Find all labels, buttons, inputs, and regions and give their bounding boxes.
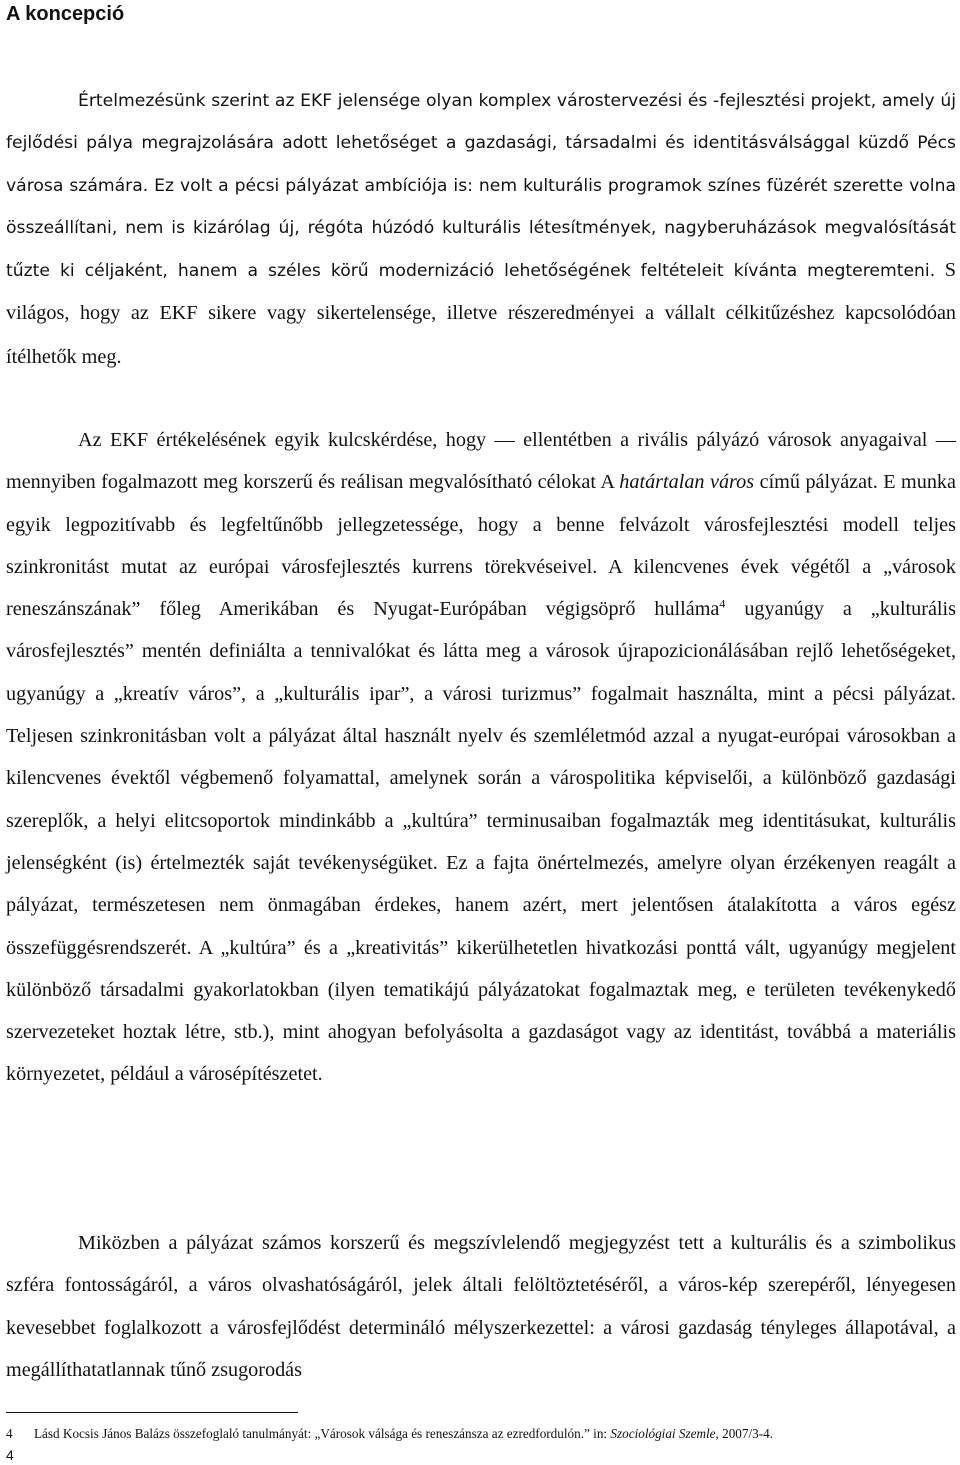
paragraph-2-text: [6, 419, 956, 1096]
paragraph-3-text: Miközben a pályázat számos korszerű és megszívlelendő megjegyzést tett a kulturális és a szimbolikus szféra fontosságáról, a város olvashatóságáról, jelek általi felöltöztetéséről, a város-kép szerepéről, lényegesen kevesebbet foglalkozott a városfejlődést determináló mélyszerkezettel: a városi gazdaság tényleges állapotával, a megállíthatatlannak tűnő zsugorodás: [6, 1232, 956, 1381]
paragraph-2-part-3: ugyanúgy a „kulturális városfejlesztés” mentén definiálta a tennivalókat és látta meg a városok újrapozicionálásában rejlő lehetőségeket, ugyanúgy a „kreatív város”, a „kulturális ipar”, a városi turizmus” fogalmait használta, mint a pécsi pályázat. Teljesen szinkronitásban volt a pályázat által használt nyelv és szemléletmód azzal a nyugat-európai városokban a kilencvenes évektől végbemenő folyamattal, amelynek során a várospolitika képviselői, a különböző gazdasági szereplők, a helyi elitcsoportok mindinkább a „kultúra” terminusaiban fogalmazták meg identitásukat, kulturális jelenségként (is) értelmezték saját tevékenységüket. Ez a fajta önértelmezés, amelyre olyan érzékenyen reagált a pályázat, természetesen nem önmagában érdekes, hanem azért, mert jelentősen átalakította a város egész összefüggésrendszerét. A „kultúra” és a „kreativitás” kikerülhetetlen hivatkozási ponttá vált, ugyanúgy megjelent különböző társadalmi gyakorlatokban (ilyen tematikájú pályázatokat fogalmaztak meg, e területen tevékenykedő szervezeteket hoztak létre, stb.), mint ahogyan befolyásolta a gazdaságot vagy az identitást, továbbá a materiális környezetet, például a városépítészetet.: [6, 598, 957, 1086]
paragraph-2-part-2: című pályázat. E munka egyik legpozitívabb és legfeltűnőbb jellegzetessége, hogy a benne felvázolt városfejlesztési modell teljes szinkronitást mutat az európai városfejlesztés kurrens törekvéseivel. A kilencvenes évek végétől a „városok reneszánszának” főleg Amerikában és Nyugat-Európában végigsöprő hulláma: [6, 471, 956, 621]
footnote-separator: [6, 1412, 298, 1413]
footnote: [6, 1425, 956, 1443]
footnote-reference: 4: [719, 596, 726, 611]
pályázat-title: határtalan város: [619, 471, 755, 494]
footnote-text-part-1: Lásd Kocsis János Balázs összefoglaló tanulmányát: „Városok válsága és reneszánsza az ezredfordulón.” in:: [34, 1426, 611, 1441]
section-heading: A koncepció: [6, 3, 125, 25]
paragraph-2: [6, 419, 956, 1096]
paragraph-2-part-1: Az EKF értékelésének egyik kulcskérdése, hogy ― ellentétben a rivális pályázó városok anyagaival ― mennyiben fogalmazott meg korszerű és reálisan megvalósítható célokat A: [6, 429, 956, 494]
footnote-journal: Szociológiai Szemle,: [610, 1426, 719, 1441]
paragraph-1: [6, 80, 956, 379]
footnote-number: 4: [6, 1426, 13, 1441]
paragraph-1-part-1: Értelmezésünk szerint az EKF jelensége olyan komplex várostervezési és -fejlesztési projekt, amely új fejlődési pálya megrajzolására adott lehetőséget a gazdasági, társadalmi és identitásválsággal küzdő Pécs városa számára. Ez volt a pécsi pályázat ambíciója is: nem kulturális programok színes füzérét szerette volna összeállítani, nem is kizárólag új, régóta húzódó kulturális létesítmények, nagyberuházások megvalósítását tűzte ki céljaként, hanem a széles körű modernizáció lehetőségének feltételeit kívánta megteremteni.: [6, 91, 956, 282]
paragraph-3: [6, 1222, 956, 1391]
page-number: 4: [6, 1447, 14, 1463]
footnote-text-part-2: 2007/3-4.: [718, 1426, 774, 1441]
paragraph-1-text: [6, 80, 956, 379]
paragraph-1-part-2: S világos, hogy az EKF sikere vagy sikertelensége, illetve részeredményei a vállalt célkitűzéshez kapcsolódóan ítélhetők meg.: [6, 259, 956, 368]
